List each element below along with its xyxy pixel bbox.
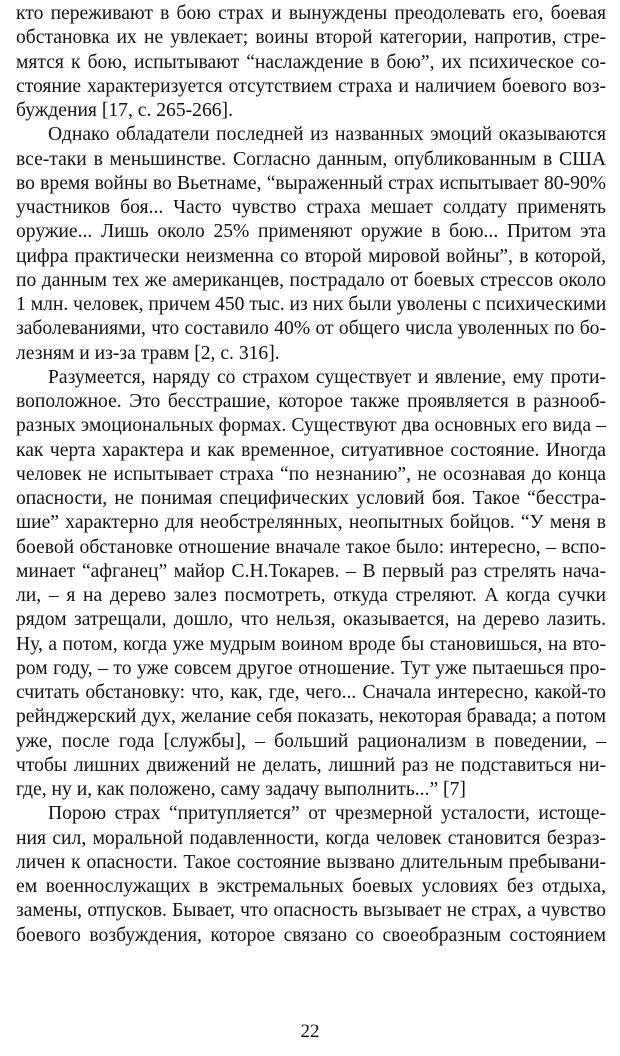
text-line: участников боя... Часто чувство страха мешает солдату применять	[16, 197, 606, 218]
text-line: уже, после года [службы], – больший рационализм в поведении, –	[16, 730, 606, 752]
body-text	[16, 2, 606, 948]
text-line: разных эмоциональных формах. Существуют два основных его вида –	[16, 415, 606, 437]
text-line: человек не испытывает страха “по незнанию”, не осознавая до конца	[16, 463, 606, 485]
text-line: оружие... Лишь около 25% применяют оружие в бою... Притом эта	[16, 221, 606, 243]
paragraph-1	[16, 2, 606, 123]
text-line: минает “афганец” майор С.Н.Токарев. – В первый раз стрелять нача-	[16, 560, 606, 582]
paragraph-3	[16, 366, 606, 803]
text-line: во время войны во Вьетнаме, “выраженный страх испытывает 80-90%	[16, 172, 606, 194]
text-line: считать обстановку: что, как, где, чего... Сначала интересно, какой-то	[16, 682, 606, 703]
text-line: 1 млн. человек, причем 450 тыс. из них были уволены с психическими	[16, 294, 607, 315]
text-line: Порою страх “притупляется” от чрезмерной усталости, истоще-	[48, 803, 606, 825]
text-line: рейнджерский дух, желание себя показать, некоторая бравада; а потом	[16, 706, 606, 728]
text-line: ли, – я на дерево залез посмотреть, откуда стреляют. А когда сучки	[16, 585, 606, 606]
text-line: боевой обстановке отношение вначале такое было: интересно, – вспо-	[16, 536, 606, 558]
text-line: боевого возбуждения, которое связано со своеобразным состоянием	[16, 924, 606, 946]
text-line: воположное. Это бесстрашие, которое также проявляется в разнооб-	[16, 391, 606, 412]
text-line: мятся к бою, испытывают “наслаждение в бою”, их психическое со-	[16, 51, 606, 73]
text-line: где, ну и, как положено, саму задачу выполнить...” [7]	[16, 779, 466, 800]
text-line: кто переживают в бою страх и вынуждены преодолевать его, боевая	[16, 3, 606, 24]
text-line: стояние характеризуется отсутствием страха и наличием боевого воз-	[16, 75, 606, 97]
text-line: как черта характера и как временное, ситуативное состояние. Иногда	[16, 439, 606, 461]
page-number: 22	[300, 1021, 320, 1042]
text-line: Однако обладатели последней из названных эмоций оказываются	[48, 124, 606, 146]
text-line: ром году, – то уже совсем другое отношение. Тут уже пытаешься про-	[16, 657, 606, 679]
text-line: буждения [17, с. 265-266].	[16, 100, 233, 121]
text-line: шие” характерно для необстрелянных, неопытных бойцов. “У меня в	[16, 512, 606, 534]
text-line: Разумеется, наряду со страхом существует и явление, ему проти-	[48, 366, 606, 388]
text-line: рядом затрещали, дошло, что нельзя, оказывается, на дерево лазить.	[16, 609, 606, 631]
text-line: цифра практически неизменна со второй мировой войны”, в которой,	[16, 245, 606, 267]
text-line: ния сил, моральной подавленности, когда человек становится безраз-	[16, 827, 606, 849]
text-line: лезням и из-за травм [2, с. 316].	[16, 342, 280, 364]
text-line: по данным тех же американцев, пострадало от боевых стрессов около	[16, 269, 606, 291]
text-line: опасности, не понимая специфических условий боя. Такое “бесстра-	[16, 488, 606, 509]
text-line: замены, отпусков. Бывает, что опасность вызывает не страх, а чувство	[16, 900, 606, 922]
paragraph-4	[16, 802, 606, 948]
text-line: Ну, а потом, когда уже мудрым воином вроде бы становишься, на вто-	[16, 633, 606, 655]
text-line: ем военнослужащих в экстремальных боевых условиях без отдыха,	[16, 876, 606, 897]
paragraph-2	[16, 123, 606, 366]
text-line: все-таки в меньшинстве. Согласно данным, опубликованным в США	[16, 148, 606, 170]
text-line: заболеваниями, что составило 40% от общего числа уволенных по бо-	[16, 318, 606, 340]
text-line: чтобы лишних движений не делать, лишний раз не подставиться ни-	[16, 754, 606, 776]
text-line: обстановка их не увлекает; воины второй категории, напротив, стре-	[16, 27, 606, 49]
text-line: личен к опасности. Такое состояние вызвано длительным пребывани-	[16, 851, 606, 873]
